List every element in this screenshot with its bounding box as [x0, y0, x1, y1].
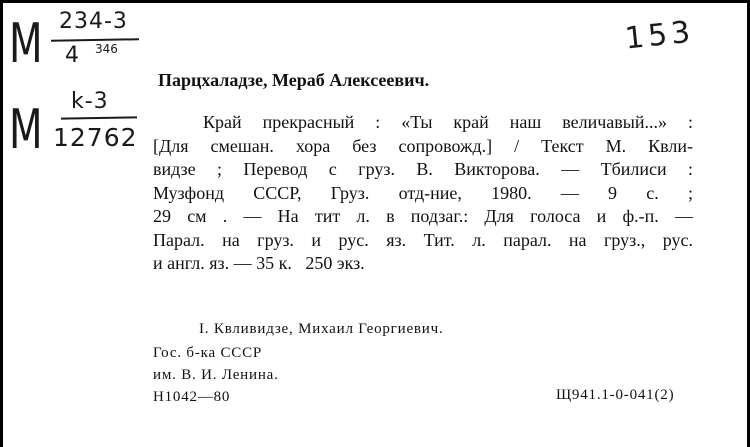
description-line: 29 см . — На тит л. в подзаг.: Для голоса и ф.-п. —: [153, 206, 693, 226]
description-line: Парал. на груз. и рус. яз. Тит. л. парал. на груз., рус.: [153, 230, 693, 250]
library-name-line: им. В. И. Ленина.: [153, 367, 279, 383]
description-line: и англ. яз. — 35 к. 250 экз.: [153, 253, 365, 273]
description-line: Музфонд СССР, Груз. отд-ние, 1980. — 9 с. ;: [153, 183, 693, 203]
description-line: Край прекрасный : «Ты край наш величавый...» :: [203, 112, 693, 132]
handwritten-mark-top-denominator-sup: 346: [95, 42, 118, 56]
handwritten-mark-bottom-numerator: k-3: [71, 89, 109, 114]
author-heading: Парцхаладзе, Мераб Алексеевич.: [158, 70, 430, 90]
library-name-line: Гос. б-ка СССР: [153, 345, 263, 361]
description-line: [Для смешан. хора без сопровожд.] / Текст М. Квли-: [153, 136, 693, 156]
handwritten-corner-number: 153: [623, 14, 696, 57]
handwritten-mark-top-denominator: 4: [65, 43, 80, 68]
description-line: видзе ; Перевод с груз. В. Викторова. — Тбилиси :: [153, 159, 693, 179]
card-number: Н1042—80: [153, 389, 231, 405]
handwritten-mark-top-numerator: 234-3: [59, 9, 128, 34]
handwritten-mark-top-letter: M: [9, 12, 43, 75]
handwritten-fraction-line-bottom: [61, 116, 137, 119]
handwritten-mark-bottom-denominator: 12762: [53, 123, 138, 152]
handwritten-mark-bottom-letter: M: [9, 98, 43, 161]
classification-code: Щ941.1-0-041(2): [556, 387, 675, 403]
added-entry: I. Квливидзе, Михаил Георгиевич.: [199, 321, 444, 337]
